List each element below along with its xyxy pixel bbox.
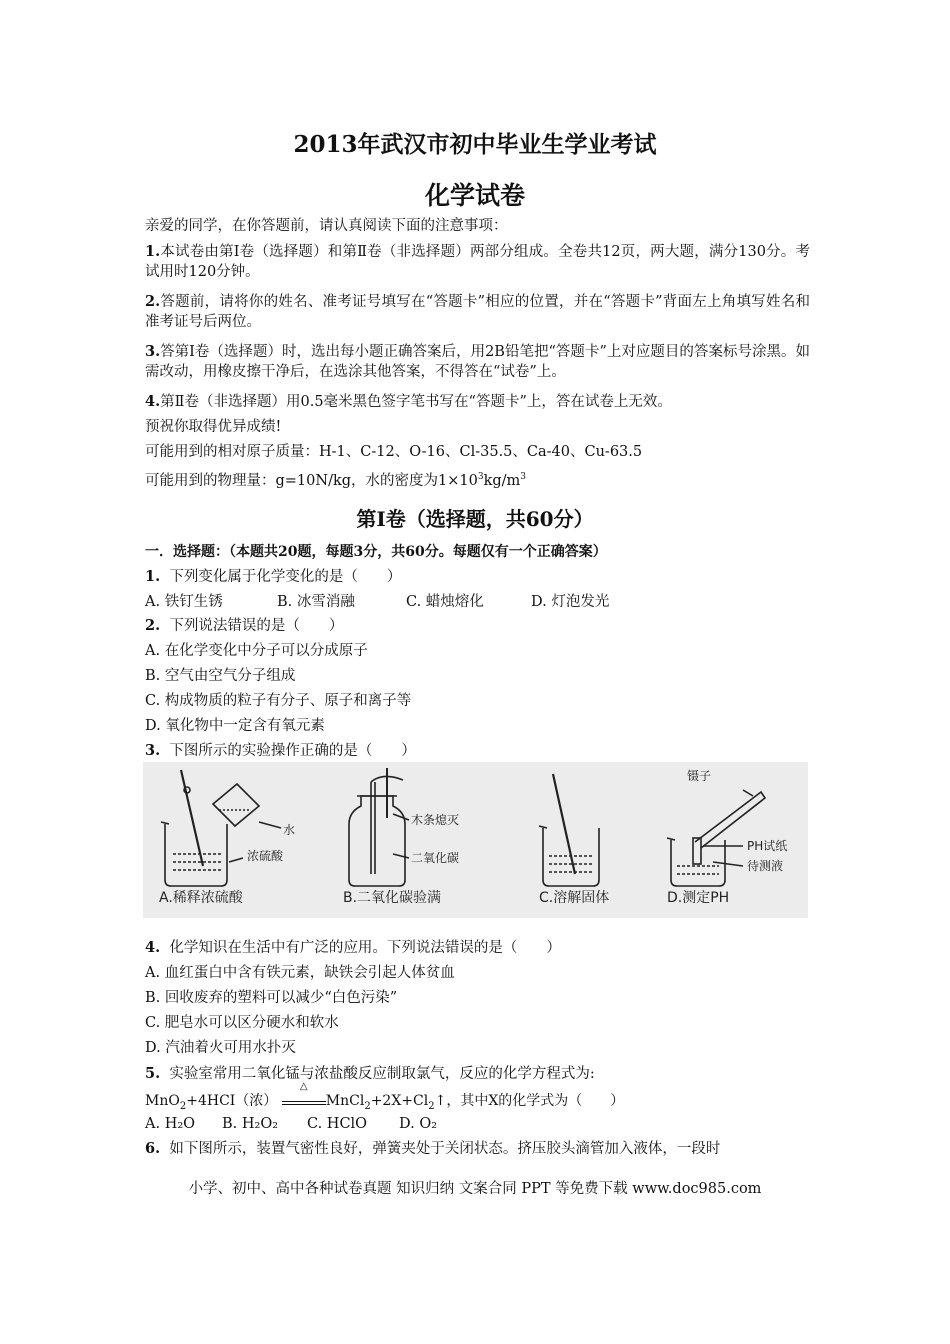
note-text: 本试卷由第Ⅰ卷（选择题）和第Ⅱ卷（非选择题）两部分组成。全卷共12页，两大题，满分130分。考试用时120分钟。	[145, 244, 810, 280]
panel-c-beaker	[539, 774, 599, 886]
question-stem: 如下图所示，装置气密性良好，弹簧夹处于关闭状态。挤压胶头滴管加入液体，一段时	[169, 1141, 721, 1157]
exam-title: 2013年武汉市初中毕业生学业考试	[293, 131, 657, 158]
intro-text: 亲爱的同学，在你答题前，请认真阅读下面的注意事项：	[145, 218, 508, 234]
eq-sub: 2	[179, 1100, 187, 1112]
question-stem: 下列说法错误的是（ ）	[169, 618, 344, 634]
question-stem: 实验室常用二氧化锰与浓盐酸反应制取氯气，反应的化学方程式为:	[169, 1066, 595, 1082]
question-6	[145, 1139, 810, 1159]
q1-option-d: D. 灯泡发光	[531, 594, 610, 610]
eq-sub: 2	[428, 1100, 435, 1112]
question-number: 1.	[145, 568, 161, 585]
caption-c: C.溶解固体	[539, 890, 610, 906]
note-number: 2.	[145, 293, 161, 310]
q4-option-a: A. 血红蛋白中含有铁元素，缺铁会引起人体贫血	[145, 965, 455, 981]
q5-option-b: B. H₂O₂	[222, 1116, 279, 1132]
question-stem: 化学知识在生活中有广泛的应用。下列说法错误的是（ ）	[169, 940, 561, 956]
note-number: 1.	[145, 243, 161, 260]
experiment-figure	[143, 762, 808, 918]
note-number: 4.	[145, 393, 161, 410]
question-number: 2.	[145, 617, 161, 634]
caption-a: A.稀释浓硫酸	[159, 890, 243, 906]
eq-cl: +2X+Cl	[370, 1093, 429, 1109]
delta-icon: △	[299, 1081, 308, 1092]
q2-option-a: A. 在化学变化中分子可以分成原子	[145, 643, 368, 659]
label-test-solution: 待测液	[747, 859, 784, 873]
note-text: 答第Ⅰ卷（选择题）时，选出每小题正确答案后，用2B铅笔把“答题卡”上对应题目的答案标号涂黑。如需改动，用橡皮擦干净后，在选涂其他答案，不得答在“试卷”上。	[145, 344, 810, 380]
eq-tail: ↑，其中X的化学式为（ ）	[434, 1093, 625, 1109]
section-title: 第Ⅰ卷（选择题，共60分）	[356, 507, 594, 531]
question-number: 5.	[145, 1065, 161, 1082]
question-5	[145, 1064, 810, 1084]
caption-d: D.测定PH	[667, 890, 730, 906]
eq-sub: 2	[364, 1100, 371, 1112]
question-4	[145, 938, 810, 958]
q2-option-d: D. 氧化物中一定含有氧元素	[145, 718, 325, 734]
eq-mno: MnO	[145, 1093, 180, 1109]
note-4	[145, 392, 810, 412]
physics-unit: kg/m	[483, 472, 521, 489]
question-number: 4.	[145, 939, 161, 956]
label-ph-paper: PH试纸	[747, 839, 788, 853]
heat-symbol	[282, 1081, 326, 1105]
panel-b-bottle	[349, 768, 409, 886]
note-1	[145, 242, 810, 282]
label-tweezers: 镊子	[687, 769, 712, 783]
q5-option-d: D. O₂	[399, 1116, 438, 1132]
part-heading: 一．选择题：（本题共20题，每题3分，共60分。每题仅有一个正确答案）	[145, 544, 607, 560]
question-number: 3.	[145, 742, 161, 759]
question-3	[145, 741, 810, 761]
physics-text	[145, 467, 810, 491]
q4-option-b: B. 回收废弃的塑料可以减少“白色污染”	[145, 990, 398, 1006]
question-stem: 下列变化属于化学变化的是（ ）	[169, 569, 402, 585]
label-co2: 二氧化碳	[411, 851, 460, 865]
q2-option-c: C. 构成物质的粒子有分子、原子和离子等	[145, 693, 412, 709]
q5-option-c: C. HClO	[307, 1116, 368, 1132]
label-water: 水	[283, 823, 296, 837]
question-stem: 下图所示的实验操作正确的是（ ）	[169, 743, 416, 759]
q4-option-d: D. 汽油着火可用水扑灭	[145, 1040, 296, 1056]
note-text: 第Ⅱ卷（非选择题）用0.5毫米黑色签字笔书写在“答题卡”上，答在试卷上无效。	[160, 394, 672, 410]
experiment-diagram	[143, 762, 808, 918]
question-2	[145, 616, 810, 636]
wish-text: 预祝你取得优异成绩!	[145, 419, 282, 435]
atomic-mass-text: 可能用到的相对原子质量：H-1、C-12、O-16、Cl-35.5、Ca-40、Cu-63.5	[145, 444, 643, 460]
physics-unit-exp: 3	[520, 472, 527, 482]
eq-mncl: MnCl	[325, 1093, 365, 1109]
note-3	[145, 342, 810, 382]
label-sulfuric-acid: 浓硫酸	[247, 849, 284, 863]
q5-option-a: A. H₂O	[145, 1116, 196, 1132]
q1-option-a: A. 铁钉生锈	[145, 594, 223, 610]
panel-a-beaker	[161, 770, 281, 886]
exam-subtitle: 化学试卷	[424, 181, 525, 210]
physics-main: 可能用到的物理量：g=10N/kg，水的密度为1×10	[145, 472, 478, 489]
note-text: 答题前，请将你的姓名、准考证号填写在“答题卡”相应的位置，并在“答题卡”背面左上角填写姓名和准考证号后两位。	[145, 294, 810, 330]
question-number: 6.	[145, 1140, 161, 1157]
question-1	[145, 567, 810, 587]
q2-option-b: B. 空气由空气分子组成	[145, 668, 296, 684]
note-number: 3.	[145, 343, 161, 360]
eq-hcl: +4HCI（浓）	[186, 1093, 278, 1109]
page-footer: 小学、初中、高中各种试卷真题 知识归纳 文案合同 PPT 等免费下载 www.doc985.com	[188, 1181, 762, 1197]
q1-option-b: B. 冰雪消融	[277, 594, 355, 610]
label-stick-out: 木条熄灭	[411, 813, 460, 827]
note-2	[145, 292, 810, 332]
physics-exp: 3	[477, 472, 484, 482]
chemical-equation	[145, 1081, 625, 1112]
q4-option-c: C. 肥皂水可以区分硬水和软水	[145, 1015, 339, 1031]
caption-b: B.二氧化碳验满	[343, 890, 442, 906]
q1-option-c: C. 蜡烛熔化	[406, 594, 484, 610]
